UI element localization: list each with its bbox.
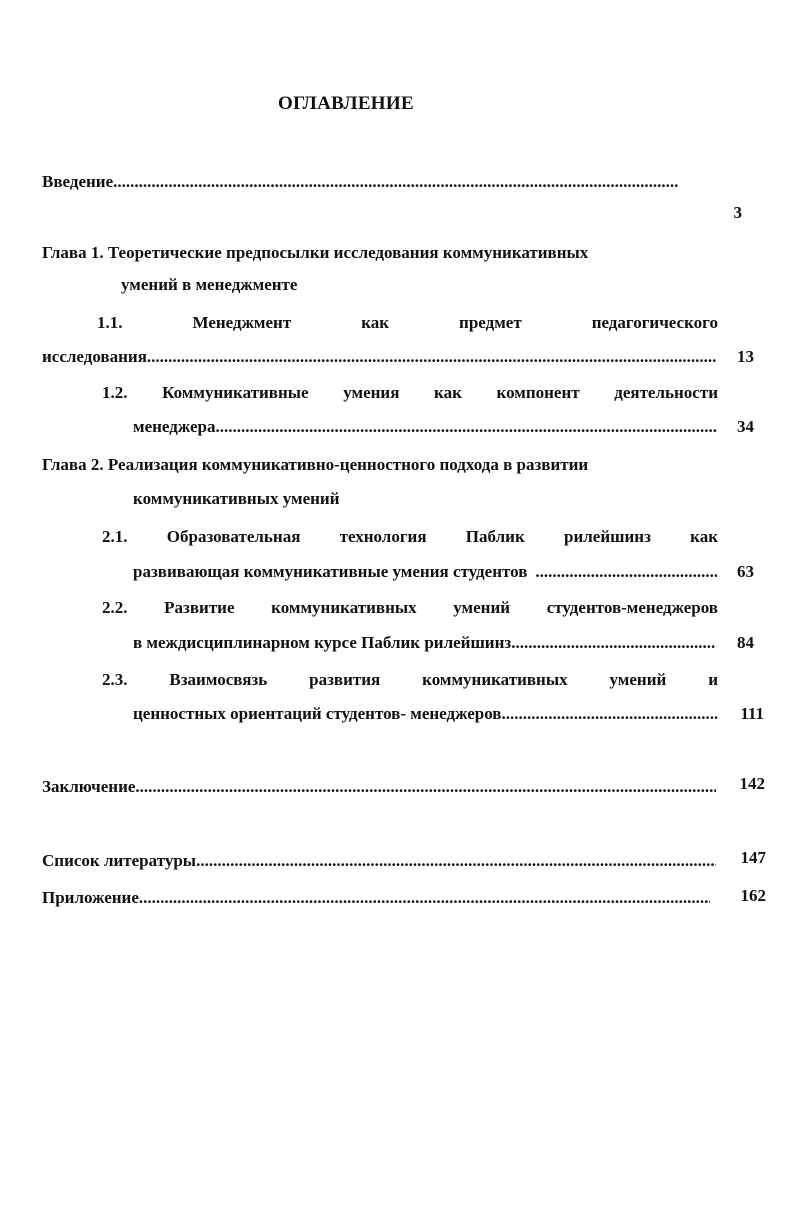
toc-word: коммуникативных xyxy=(422,670,568,689)
toc-entry-appendix[interactable] xyxy=(42,887,710,909)
leader-dots xyxy=(135,776,716,798)
leader-dots xyxy=(196,850,716,872)
toc-entry-2-1-line1[interactable]: 2.1. Образовательная технология Паблик рилейшинз как xyxy=(102,527,718,546)
toc-page-number: 142 xyxy=(739,774,765,793)
toc-entry-2-3-line1[interactable] xyxy=(102,669,718,691)
toc-entry-2-2-line2[interactable] xyxy=(133,632,715,654)
leader-dots xyxy=(113,171,678,193)
toc-entry-conclusion[interactable] xyxy=(42,776,716,798)
toc-word: предмет xyxy=(459,313,522,332)
toc-label: в междисциплинарном курсе Паблик рилейшинз xyxy=(133,633,512,652)
toc-page-number: 162 xyxy=(740,886,766,905)
toc-entry-1-1-line1[interactable] xyxy=(97,312,718,334)
toc-label: Приложение xyxy=(42,888,139,907)
toc-entry-references[interactable] xyxy=(42,850,716,872)
toc-label: Введение xyxy=(42,172,114,191)
toc-word: Взаимосвязь xyxy=(169,670,268,689)
toc-word: умений xyxy=(609,670,667,689)
toc-entry-2-1-line2[interactable] xyxy=(133,561,717,583)
toc-entry-1-2-line1[interactable]: 1.2. Коммуникативные умения как компонент деятельности xyxy=(102,383,718,402)
toc-label: Список литературы xyxy=(42,851,197,870)
section-number: 2.3. xyxy=(102,670,128,689)
leader-dots xyxy=(139,887,710,909)
toc-entry-2-3-line2[interactable] xyxy=(133,703,717,725)
toc-label: развивающая коммуникативные умения студентов xyxy=(133,562,528,581)
toc-word: Менеджмент xyxy=(192,313,292,332)
toc-entry-1-1-line2[interactable] xyxy=(42,346,717,368)
toc-label: Заключение xyxy=(42,777,136,796)
toc-page-number: 147 xyxy=(740,848,766,867)
toc-word: развития xyxy=(309,670,381,689)
toc-word: педагогического xyxy=(591,313,718,332)
toc-entry-1-2-line2[interactable] xyxy=(133,416,717,438)
chapter-1-title-line1[interactable]: Глава 1. Теоретические предпосылки исследования коммуникативных xyxy=(42,243,589,262)
toc-page-number: 84 xyxy=(737,633,754,652)
leader-dots xyxy=(535,561,717,583)
leader-dots xyxy=(215,416,717,438)
toc-page-number: 111 xyxy=(740,704,764,723)
chapter-1-title-line2[interactable]: умений в менеджменте xyxy=(121,275,298,294)
chapter-2-title-line1[interactable]: Глава 2. Реализация коммуникативно-ценностного подхода в развитии xyxy=(42,455,589,474)
toc-page-number: 3 xyxy=(733,203,742,222)
leader-dots xyxy=(147,346,717,368)
toc-entry-introduction[interactable] xyxy=(42,171,678,193)
leader-dots xyxy=(511,632,715,654)
section-number: 1.1. xyxy=(97,313,123,332)
leader-dots xyxy=(501,703,717,725)
toc-label: ценностных ориентаций студентов- менеджеров xyxy=(133,704,502,723)
toc-page-number: 34 xyxy=(737,417,754,436)
toc-page-number: 13 xyxy=(737,347,754,366)
toc-label: менеджера xyxy=(133,417,216,436)
toc-entry-2-2-line1[interactable]: 2.2. Развитие коммуникативных умений студентов-менеджеров xyxy=(102,598,718,617)
page-title: ОГЛАВЛЕНИЕ xyxy=(278,93,414,114)
toc-label: исследования xyxy=(42,347,147,366)
toc-word: и xyxy=(708,670,718,689)
toc-page-number: 63 xyxy=(737,562,754,581)
toc-word: как xyxy=(361,313,390,332)
chapter-2-title-line2[interactable]: коммуникативных умений xyxy=(133,489,340,508)
